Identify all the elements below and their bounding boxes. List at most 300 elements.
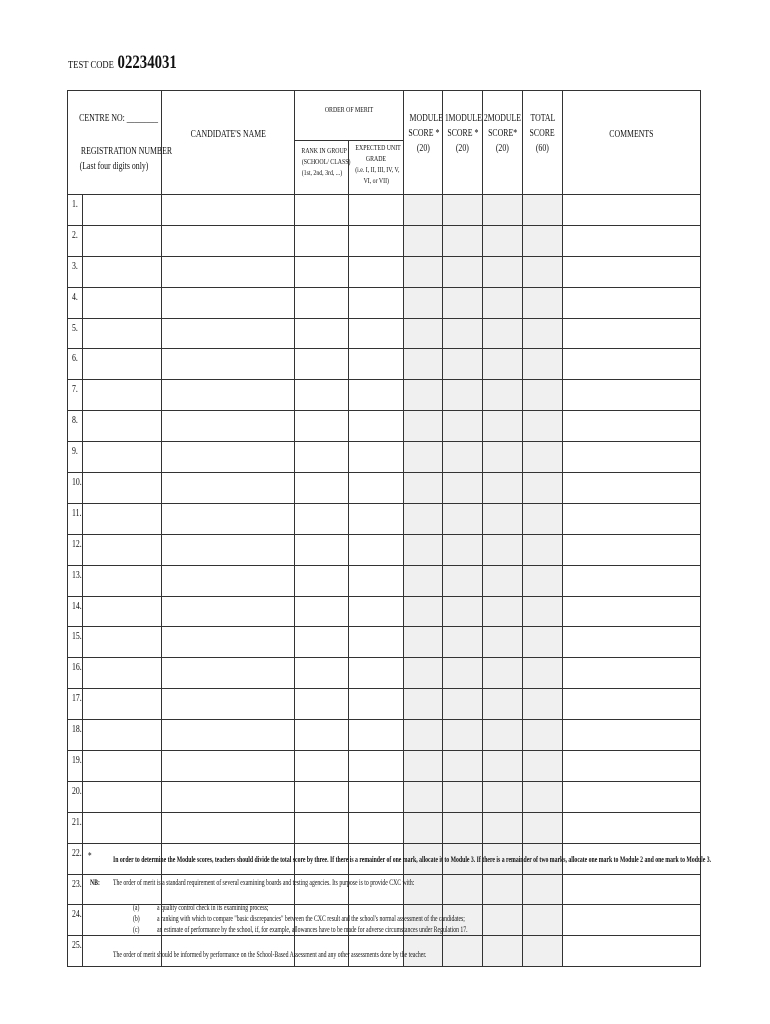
centre-registration-header	[68, 91, 173, 195]
module-2-score-cell[interactable]	[443, 720, 483, 751]
total-score-cell[interactable]	[523, 627, 563, 658]
table-row	[68, 380, 701, 411]
last-four-digits-label: (Last four digits only)	[80, 161, 149, 172]
row-number-label: 11.	[72, 507, 82, 519]
registration-number-cell[interactable]	[83, 503, 162, 534]
module-3-score-cell[interactable]	[483, 473, 523, 504]
table-row	[68, 812, 701, 843]
total-score-cell[interactable]	[523, 658, 563, 689]
expected-grade-cell[interactable]	[349, 565, 404, 596]
comments-cell[interactable]	[563, 411, 701, 442]
closing-note: The order of merit should be informed by performance on the School-Based Assessment and any other assessments done by the teacher.	[113, 950, 427, 959]
candidate-name-cell[interactable]	[162, 195, 295, 226]
candidate-name-cell[interactable]	[162, 287, 295, 318]
module-3-score-cell[interactable]	[483, 195, 523, 226]
module-2-header: MODULE 2 SCORE * (20)	[443, 91, 483, 195]
row-number-label: 1.	[72, 199, 78, 210]
candidate-name-cell[interactable]	[162, 318, 295, 349]
comments-cell[interactable]	[563, 318, 701, 349]
expected-grade-cell[interactable]	[349, 442, 404, 473]
row-number	[68, 256, 83, 287]
rank-cell[interactable]	[295, 627, 349, 658]
table-row	[68, 565, 701, 596]
comments-cell[interactable]	[563, 473, 701, 504]
test-code-value: 02234031	[117, 52, 177, 73]
comments-cell[interactable]	[563, 627, 701, 658]
expected-grade-cell[interactable]	[349, 473, 404, 504]
row-number	[68, 812, 83, 843]
rank-cell[interactable]	[295, 195, 349, 226]
nb-item-c-text: an estimate of performance by the school, if, for example, allowances have to be made for adverse circumstances under Regulation 17.	[157, 925, 468, 934]
total-score-cell[interactable]	[523, 225, 563, 256]
candidate-name-cell[interactable]	[162, 751, 295, 782]
expected-grade-cell[interactable]	[349, 596, 404, 627]
module-3-score-cell[interactable]	[483, 658, 523, 689]
total-score-cell[interactable]	[523, 195, 563, 226]
comments-cell[interactable]	[563, 720, 701, 751]
total-score-cell[interactable]	[523, 565, 563, 596]
expected-grade-cell[interactable]	[349, 781, 404, 812]
table-row	[68, 225, 701, 256]
candidate-name-cell[interactable]	[162, 812, 295, 843]
module-1-score-cell[interactable]	[404, 256, 443, 287]
table-row	[68, 596, 701, 627]
module-2-score-cell[interactable]	[443, 812, 483, 843]
candidate-name-cell[interactable]	[162, 627, 295, 658]
module-2-score-cell[interactable]	[443, 225, 483, 256]
comments-cell[interactable]	[563, 195, 701, 226]
row-number	[68, 287, 83, 318]
module-2-score-cell[interactable]	[443, 442, 483, 473]
row-number	[68, 534, 83, 565]
module-3-score-cell[interactable]	[483, 874, 523, 905]
module-2-score-cell[interactable]	[443, 195, 483, 226]
expected-grade-cell[interactable]	[349, 658, 404, 689]
table-row	[68, 473, 701, 504]
expected-grade-cell[interactable]	[349, 318, 404, 349]
comments-cell[interactable]	[563, 534, 701, 565]
module-3-score-cell[interactable]	[483, 318, 523, 349]
module-2-score-cell[interactable]	[443, 287, 483, 318]
module-1-header: MODULE 1 SCORE * (20)	[404, 91, 443, 195]
table-row	[68, 720, 701, 751]
rank-cell[interactable]	[295, 751, 349, 782]
row-number	[68, 843, 83, 874]
table-row	[68, 442, 701, 473]
module-1-score-cell[interactable]	[404, 195, 443, 226]
module-3-score-cell[interactable]	[483, 720, 523, 751]
row-number-label: 24.	[72, 909, 82, 921]
comments-cell[interactable]	[563, 565, 701, 596]
total-score-cell[interactable]	[523, 503, 563, 534]
candidate-name-cell[interactable]	[162, 503, 295, 534]
module-3-score-cell[interactable]	[483, 936, 523, 967]
module-1-score-cell[interactable]	[404, 225, 443, 256]
total-score-cell[interactable]	[523, 256, 563, 287]
row-number-label: 19.	[72, 755, 82, 767]
table-row	[68, 256, 701, 287]
rank-cell[interactable]	[295, 287, 349, 318]
row-number	[68, 905, 83, 936]
module-2-score-cell[interactable]	[443, 503, 483, 534]
row-number-label: 22.	[72, 847, 82, 859]
row-number-label: 25.	[72, 940, 82, 952]
registration-number-cell[interactable]	[83, 380, 162, 411]
table-row	[68, 627, 701, 658]
expected-grade-cell[interactable]	[349, 195, 404, 226]
expected-grade-cell[interactable]	[349, 349, 404, 380]
registration-number-label: REGISTRATION NUMBER	[80, 146, 173, 157]
rank-cell[interactable]	[295, 503, 349, 534]
rank-cell[interactable]	[295, 596, 349, 627]
candidate-name-header: CANDIDATE'S NAME	[162, 91, 295, 195]
registration-number-cell[interactable]	[83, 751, 162, 782]
row-number	[68, 411, 83, 442]
total-score-cell[interactable]	[523, 318, 563, 349]
table-row	[68, 781, 701, 812]
rank-cell[interactable]	[295, 534, 349, 565]
module-3-score-cell[interactable]	[483, 812, 523, 843]
module-3-score-cell[interactable]	[483, 287, 523, 318]
rank-cell[interactable]	[295, 689, 349, 720]
module-1-score-cell[interactable]	[404, 658, 443, 689]
registration-number-cell[interactable]	[83, 596, 162, 627]
module-3-score-cell[interactable]	[483, 411, 523, 442]
module-1-score-cell[interactable]	[404, 503, 443, 534]
registration-number-cell[interactable]	[83, 565, 162, 596]
row-number	[68, 781, 83, 812]
candidate-name-cell[interactable]	[162, 720, 295, 751]
nb-item-c-label: (c)	[133, 925, 140, 934]
candidate-name-cell[interactable]	[162, 781, 295, 812]
module-2-score-cell[interactable]	[443, 349, 483, 380]
comments-cell[interactable]	[563, 349, 701, 380]
row-number	[68, 720, 83, 751]
row-number-label: 20.	[72, 785, 82, 797]
total-score-cell[interactable]	[523, 287, 563, 318]
order-of-merit-table	[67, 90, 701, 967]
row-number	[68, 936, 83, 967]
candidate-name-cell[interactable]	[162, 380, 295, 411]
asterisk-mark: *	[88, 851, 92, 862]
module-3-score-cell[interactable]	[483, 225, 523, 256]
total-score-cell[interactable]	[523, 689, 563, 720]
expected-grade-cell[interactable]	[349, 256, 404, 287]
rank-cell[interactable]	[295, 720, 349, 751]
module-3-score-cell[interactable]	[483, 781, 523, 812]
rank-cell[interactable]	[295, 318, 349, 349]
registration-number-cell[interactable]	[83, 442, 162, 473]
module-3-score-cell[interactable]	[483, 380, 523, 411]
module-1-score-cell[interactable]	[404, 349, 443, 380]
registration-number-cell[interactable]	[83, 905, 162, 936]
module-2-score-cell[interactable]	[443, 627, 483, 658]
candidate-name-cell[interactable]	[162, 411, 295, 442]
row-number	[68, 658, 83, 689]
comments-cell[interactable]	[563, 442, 701, 473]
module-1-score-cell[interactable]	[404, 380, 443, 411]
module-3-score-cell[interactable]	[483, 503, 523, 534]
comments-cell[interactable]	[563, 503, 701, 534]
row-number-label: 15.	[72, 631, 82, 643]
total-score-cell[interactable]	[523, 781, 563, 812]
expected-grade-cell[interactable]	[349, 751, 404, 782]
expected-grade-cell[interactable]	[349, 411, 404, 442]
comments-cell[interactable]	[563, 936, 701, 967]
module-2-score-cell[interactable]	[443, 781, 483, 812]
table-row	[68, 658, 701, 689]
row-number-label: 5.	[72, 322, 78, 334]
row-number	[68, 195, 83, 226]
comments-cell[interactable]	[563, 287, 701, 318]
rank-cell[interactable]	[295, 442, 349, 473]
table-row	[68, 534, 701, 565]
centre-no-label: CENTRE NO: ________	[79, 113, 158, 124]
module-2-score-cell[interactable]	[443, 658, 483, 689]
total-score-cell[interactable]	[523, 349, 563, 380]
row-number-label: 16.	[72, 662, 82, 674]
comments-cell[interactable]	[563, 256, 701, 287]
rank-cell[interactable]	[295, 349, 349, 380]
table-row	[68, 751, 701, 782]
rank-cell[interactable]	[295, 565, 349, 596]
row-number-label: 9.	[72, 446, 78, 458]
expected-grade-cell[interactable]	[349, 720, 404, 751]
registration-number-cell[interactable]	[83, 658, 162, 689]
comments-cell[interactable]	[563, 380, 701, 411]
module-3-header: MODULE SCORE* (20)	[483, 91, 523, 195]
total-score-cell[interactable]	[523, 936, 563, 967]
module-1-score-cell[interactable]	[404, 627, 443, 658]
module-1-score-cell[interactable]	[404, 565, 443, 596]
rank-cell[interactable]	[295, 256, 349, 287]
row-number-label: 18.	[72, 724, 82, 736]
row-number	[68, 874, 83, 905]
expected-grade-cell[interactable]	[349, 380, 404, 411]
row-number	[68, 349, 83, 380]
row-number	[68, 225, 83, 256]
module-3-score-cell[interactable]	[483, 565, 523, 596]
candidate-name-cell[interactable]	[162, 256, 295, 287]
row-number	[68, 503, 83, 534]
rank-cell[interactable]	[295, 380, 349, 411]
row-number-label: 4.	[72, 291, 78, 303]
test-code-label: TEST CODE	[68, 59, 114, 71]
expected-grade-cell[interactable]	[349, 287, 404, 318]
nb-item-b-label: (b)	[133, 914, 140, 923]
total-score-cell[interactable]	[523, 380, 563, 411]
module-2-score-cell[interactable]	[443, 256, 483, 287]
asterisk-note-text: In order to determine the Module scores, teachers should divide the total score by three. If there is a remainder of one mark, allocate it to Module 3. If there is a remainder of two marks, allocate one mark to Module 2 and one mark to Module 3.	[113, 855, 712, 864]
registration-number-cell[interactable]	[83, 287, 162, 318]
row-number-label: 10.	[72, 477, 82, 489]
row-number-label: 6.	[72, 353, 78, 365]
registration-number-cell[interactable]	[83, 534, 162, 565]
row-number-label: 17.	[72, 693, 82, 705]
total-score-cell[interactable]	[523, 720, 563, 751]
rank-cell[interactable]	[295, 225, 349, 256]
module-1-score-cell[interactable]	[404, 287, 443, 318]
row-number	[68, 380, 83, 411]
comments-cell[interactable]	[563, 812, 701, 843]
candidate-name-cell[interactable]	[162, 658, 295, 689]
registration-number-cell[interactable]	[83, 627, 162, 658]
candidate-name-cell[interactable]	[162, 473, 295, 504]
candidate-name-cell[interactable]	[162, 225, 295, 256]
row-number	[68, 751, 83, 782]
module-3-score-cell[interactable]	[483, 689, 523, 720]
module-2-score-cell[interactable]	[443, 380, 483, 411]
rank-cell[interactable]	[295, 411, 349, 442]
module-2-score-cell[interactable]	[443, 473, 483, 504]
total-score-cell[interactable]	[523, 442, 563, 473]
module-3-score-cell[interactable]	[483, 751, 523, 782]
total-score-cell[interactable]	[523, 874, 563, 905]
module-3-score-cell[interactable]	[483, 256, 523, 287]
module-1-score-cell[interactable]	[404, 751, 443, 782]
module-2-score-cell[interactable]	[443, 874, 483, 905]
row-number-label: 21.	[72, 816, 82, 828]
comments-cell[interactable]	[563, 658, 701, 689]
expected-grade-cell[interactable]	[349, 225, 404, 256]
row-number-label: 14.	[72, 600, 82, 612]
table-row	[68, 411, 701, 442]
registration-number-cell[interactable]	[83, 225, 162, 256]
rank-in-group-header: RANK IN GROUP (SCHOOL/ CLASS) (1st, 2nd, 3rd, ...)	[295, 141, 349, 195]
test-code	[68, 52, 177, 74]
registration-number-cell[interactable]	[83, 720, 162, 751]
total-score-cell[interactable]	[523, 596, 563, 627]
candidate-rows	[68, 195, 701, 967]
module-1-score-cell[interactable]	[404, 534, 443, 565]
expected-grade-cell[interactable]	[349, 503, 404, 534]
module-1-score-cell[interactable]	[404, 442, 443, 473]
comments-cell[interactable]	[563, 874, 701, 905]
module-2-score-cell[interactable]	[443, 534, 483, 565]
rank-cell[interactable]	[295, 658, 349, 689]
module-2-score-cell[interactable]	[443, 318, 483, 349]
module-1-score-cell[interactable]	[404, 411, 443, 442]
table-row	[68, 689, 701, 720]
candidate-name-cell[interactable]	[162, 349, 295, 380]
row-number-label: 12.	[72, 538, 82, 550]
module-1-score-cell[interactable]	[404, 318, 443, 349]
registration-number-cell[interactable]	[83, 195, 162, 226]
expected-grade-header: EXPECTED UNIT GRADE (i.e. I, II, III, IV, V, VI, or VII)	[349, 141, 404, 195]
nb-item-a-label: (a)	[133, 903, 140, 912]
table-row	[68, 503, 701, 534]
module-1-score-cell[interactable]	[404, 781, 443, 812]
total-score-cell[interactable]	[523, 473, 563, 504]
module-1-score-cell[interactable]	[404, 689, 443, 720]
comments-header: COMMENTS	[563, 91, 701, 195]
total-score-header: TOTAL SCORE (60)	[523, 91, 563, 195]
rank-cell[interactable]	[295, 473, 349, 504]
nb-text: The order of merit is a standard requirement of several examining boards and testing agencies. Its purpose is to provide CXC with:	[113, 878, 415, 887]
row-number	[68, 318, 83, 349]
comments-cell[interactable]	[563, 225, 701, 256]
rank-cell[interactable]	[295, 812, 349, 843]
row-number	[68, 689, 83, 720]
rank-cell[interactable]	[295, 781, 349, 812]
total-score-cell[interactable]	[523, 411, 563, 442]
nb-item-a-text: a quality control check in its examining process;	[157, 903, 269, 912]
module-2-score-cell[interactable]	[443, 936, 483, 967]
order-of-merit-header: ORDER OF MERIT	[295, 91, 404, 141]
registration-number-cell[interactable]	[83, 256, 162, 287]
module-1-score-cell[interactable]	[404, 473, 443, 504]
module-2-score-cell[interactable]	[443, 411, 483, 442]
candidate-name-cell[interactable]	[162, 596, 295, 627]
comments-cell[interactable]	[563, 596, 701, 627]
registration-number-cell[interactable]	[83, 781, 162, 812]
table-row	[68, 349, 701, 380]
nb-item-b-text: a ranking with which to compare "basic discrepancies" between the CXC result and the school's normal assessment of the candidates;	[157, 914, 465, 923]
row-number-label: 3.	[72, 260, 78, 272]
total-score-cell[interactable]	[523, 751, 563, 782]
total-score-cell[interactable]	[523, 534, 563, 565]
candidate-name-cell[interactable]	[162, 565, 295, 596]
expected-grade-cell[interactable]	[349, 812, 404, 843]
registration-number-cell[interactable]	[83, 318, 162, 349]
module-3-score-cell[interactable]	[483, 349, 523, 380]
module-2-score-cell[interactable]	[443, 751, 483, 782]
total-score-cell[interactable]	[523, 905, 563, 936]
module-2-score-cell[interactable]	[443, 596, 483, 627]
candidate-name-cell[interactable]	[162, 442, 295, 473]
row-number-label: 13.	[72, 569, 82, 581]
registration-number-cell[interactable]	[83, 473, 162, 504]
expected-grade-cell[interactable]	[349, 689, 404, 720]
row-number	[68, 565, 83, 596]
comments-cell[interactable]	[563, 905, 701, 936]
candidate-name-cell[interactable]	[162, 534, 295, 565]
expected-grade-cell[interactable]	[349, 627, 404, 658]
module-3-score-cell[interactable]	[483, 442, 523, 473]
table-row	[68, 287, 701, 318]
candidate-name-cell[interactable]	[162, 689, 295, 720]
table-row	[68, 195, 701, 226]
row-number-label: 8.	[72, 415, 78, 427]
row-number-label: 2.	[72, 229, 78, 241]
registration-number-cell[interactable]	[83, 349, 162, 380]
header-row-1	[68, 91, 701, 141]
registration-number-cell[interactable]	[83, 812, 162, 843]
module-3-score-cell[interactable]	[483, 534, 523, 565]
module-3-score-cell[interactable]	[483, 905, 523, 936]
module-3-score-cell[interactable]	[483, 596, 523, 627]
module-2-score-cell[interactable]	[443, 565, 483, 596]
comments-cell[interactable]	[563, 751, 701, 782]
row-number	[68, 627, 83, 658]
comments-cell[interactable]	[563, 781, 701, 812]
registration-number-cell[interactable]	[83, 689, 162, 720]
module-1-score-cell[interactable]	[404, 812, 443, 843]
registration-number-cell[interactable]	[83, 411, 162, 442]
comments-cell[interactable]	[563, 689, 701, 720]
table-row	[68, 318, 701, 349]
total-score-cell[interactable]	[523, 812, 563, 843]
row-number-label: 23.	[72, 878, 82, 890]
expected-grade-cell[interactable]	[349, 534, 404, 565]
row-number	[68, 442, 83, 473]
asterisk-footnote	[88, 851, 92, 862]
module-1-score-cell[interactable]	[404, 596, 443, 627]
row-number	[68, 596, 83, 627]
module-1-score-cell[interactable]	[404, 720, 443, 751]
module-2-score-cell[interactable]	[443, 689, 483, 720]
module-3-score-cell[interactable]	[483, 627, 523, 658]
